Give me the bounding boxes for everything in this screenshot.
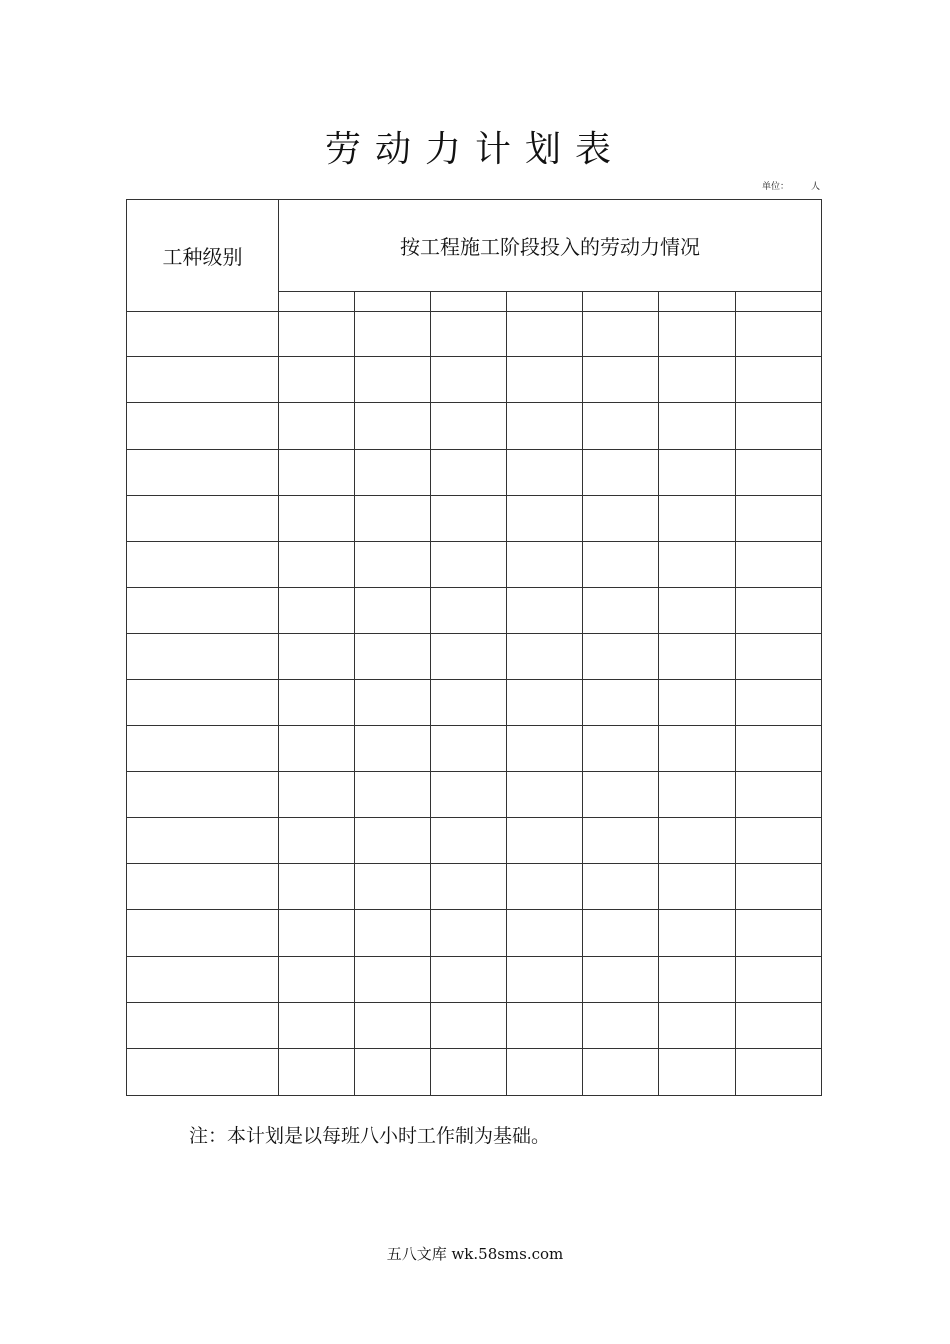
- labor-count-cell: [431, 495, 507, 541]
- labor-count-cell: [659, 1002, 736, 1048]
- labor-count-cell: [431, 587, 507, 633]
- work-type-cell: [127, 772, 279, 818]
- labor-count-cell: [583, 818, 659, 864]
- stage-column-header: [355, 292, 431, 312]
- work-type-cell: [127, 1048, 279, 1095]
- labor-count-cell: [355, 726, 431, 772]
- labor-count-cell: [736, 541, 822, 587]
- work-type-cell: [127, 357, 279, 403]
- labor-count-cell: [583, 449, 659, 495]
- labor-count-cell: [431, 864, 507, 910]
- labor-count-cell: [279, 312, 355, 357]
- labor-count-cell: [736, 910, 822, 956]
- labor-count-cell: [736, 357, 822, 403]
- labor-count-cell: [355, 403, 431, 449]
- table-row: [127, 864, 822, 910]
- labor-count-cell: [659, 726, 736, 772]
- labor-count-cell: [279, 772, 355, 818]
- labor-count-cell: [736, 587, 822, 633]
- labor-plan-table: [126, 199, 822, 1096]
- labor-count-cell: [279, 541, 355, 587]
- labor-count-cell: [583, 357, 659, 403]
- labor-count-cell: [659, 772, 736, 818]
- labor-count-cell: [431, 403, 507, 449]
- unit-value: 人: [811, 182, 821, 192]
- work-type-cell: [127, 403, 279, 449]
- labor-count-cell: [659, 403, 736, 449]
- labor-count-cell: [507, 312, 583, 357]
- labor-count-cell: [583, 1048, 659, 1095]
- labor-count-cell: [279, 449, 355, 495]
- labor-count-cell: [431, 679, 507, 725]
- labor-count-cell: [355, 587, 431, 633]
- table-row: [127, 679, 822, 725]
- labor-count-cell: [736, 1048, 822, 1095]
- unit-label-text: 单位：: [762, 182, 790, 192]
- table-row: [127, 587, 822, 633]
- stage-column-header: [659, 292, 736, 312]
- labor-count-cell: [659, 956, 736, 1002]
- stage-column-header: [583, 292, 659, 312]
- labor-count-cell: [736, 633, 822, 679]
- labor-count-cell: [507, 864, 583, 910]
- labor-count-cell: [507, 357, 583, 403]
- labor-count-cell: [279, 1002, 355, 1048]
- labor-count-cell: [507, 495, 583, 541]
- labor-count-cell: [736, 956, 822, 1002]
- work-type-cell: [127, 541, 279, 587]
- labor-count-cell: [431, 726, 507, 772]
- labor-count-cell: [279, 403, 355, 449]
- work-type-cell: [127, 1002, 279, 1048]
- table-row: [127, 910, 822, 956]
- labor-count-cell: [355, 772, 431, 818]
- labor-count-cell: [355, 633, 431, 679]
- header-row: [127, 200, 822, 292]
- stage-column-header: [736, 292, 822, 312]
- labor-count-cell: [507, 910, 583, 956]
- labor-count-cell: [279, 818, 355, 864]
- header-stage-labor: 按工程施工阶段投入的劳动力情况: [279, 200, 822, 292]
- labor-count-cell: [583, 403, 659, 449]
- labor-count-cell: [583, 633, 659, 679]
- page-footer: 五八文库 wk.58sms.com: [386, 1245, 564, 1263]
- table-row: [127, 1048, 822, 1095]
- labor-count-cell: [659, 1048, 736, 1095]
- labor-count-cell: [736, 1002, 822, 1048]
- table-note: 注：本计划是以每班八小时工作制为基础。: [189, 1125, 551, 1147]
- labor-count-cell: [279, 633, 355, 679]
- labor-count-cell: [583, 679, 659, 725]
- work-type-cell: [127, 495, 279, 541]
- work-type-cell: [127, 726, 279, 772]
- labor-count-cell: [431, 910, 507, 956]
- labor-count-cell: [279, 910, 355, 956]
- labor-count-cell: [507, 772, 583, 818]
- labor-count-cell: [736, 449, 822, 495]
- labor-count-cell: [431, 449, 507, 495]
- labor-count-cell: [431, 818, 507, 864]
- labor-count-cell: [659, 633, 736, 679]
- work-type-cell: [127, 818, 279, 864]
- labor-count-cell: [659, 818, 736, 864]
- table-row: [127, 818, 822, 864]
- labor-count-cell: [279, 726, 355, 772]
- labor-count-cell: [583, 1002, 659, 1048]
- work-type-cell: [127, 587, 279, 633]
- labor-count-cell: [583, 587, 659, 633]
- labor-count-cell: [507, 679, 583, 725]
- labor-count-cell: [659, 679, 736, 725]
- labor-count-cell: [736, 679, 822, 725]
- labor-count-cell: [659, 910, 736, 956]
- table-row: [127, 403, 822, 449]
- labor-count-cell: [736, 312, 822, 357]
- labor-count-cell: [355, 495, 431, 541]
- labor-count-cell: [355, 679, 431, 725]
- labor-count-cell: [279, 1048, 355, 1095]
- work-type-cell: [127, 679, 279, 725]
- labor-count-cell: [736, 818, 822, 864]
- labor-count-cell: [355, 910, 431, 956]
- work-type-cell: [127, 956, 279, 1002]
- labor-count-cell: [507, 1048, 583, 1095]
- labor-count-cell: [507, 541, 583, 587]
- labor-count-cell: [355, 449, 431, 495]
- table-row: [127, 312, 822, 357]
- labor-count-cell: [431, 1048, 507, 1095]
- table-row: [127, 449, 822, 495]
- labor-count-cell: [431, 312, 507, 357]
- labor-count-cell: [736, 403, 822, 449]
- labor-count-cell: [736, 864, 822, 910]
- work-type-cell: [127, 449, 279, 495]
- labor-count-cell: [355, 541, 431, 587]
- labor-count-cell: [583, 772, 659, 818]
- labor-count-cell: [736, 772, 822, 818]
- labor-count-cell: [583, 541, 659, 587]
- labor-count-cell: [507, 1002, 583, 1048]
- labor-count-cell: [279, 956, 355, 1002]
- labor-count-cell: [355, 1048, 431, 1095]
- table-row: [127, 956, 822, 1002]
- stage-column-header: [431, 292, 507, 312]
- work-type-cell: [127, 312, 279, 357]
- labor-count-cell: [659, 587, 736, 633]
- labor-count-cell: [431, 1002, 507, 1048]
- labor-count-cell: [355, 818, 431, 864]
- unit-label: [762, 181, 820, 193]
- labor-count-cell: [507, 633, 583, 679]
- labor-count-cell: [736, 726, 822, 772]
- labor-count-cell: [507, 449, 583, 495]
- header-work-type: 工种级别: [127, 200, 279, 312]
- labor-count-cell: [355, 312, 431, 357]
- labor-count-cell: [355, 956, 431, 1002]
- labor-count-cell: [659, 864, 736, 910]
- labor-count-cell: [736, 495, 822, 541]
- labor-count-cell: [431, 357, 507, 403]
- labor-count-cell: [279, 679, 355, 725]
- labor-count-cell: [431, 772, 507, 818]
- labor-count-cell: [659, 495, 736, 541]
- labor-count-cell: [507, 818, 583, 864]
- labor-count-cell: [507, 403, 583, 449]
- page-title: 劳动力计划表: [324, 129, 625, 170]
- labor-count-cell: [583, 956, 659, 1002]
- labor-count-cell: [659, 449, 736, 495]
- labor-count-cell: [659, 357, 736, 403]
- table-row: [127, 541, 822, 587]
- table-row: [127, 495, 822, 541]
- labor-count-cell: [507, 587, 583, 633]
- labor-count-cell: [355, 357, 431, 403]
- table-row: [127, 772, 822, 818]
- labor-count-cell: [431, 956, 507, 1002]
- table-row: [127, 357, 822, 403]
- stage-column-header: [507, 292, 583, 312]
- labor-count-cell: [583, 312, 659, 357]
- labor-count-cell: [507, 956, 583, 1002]
- labor-count-cell: [279, 357, 355, 403]
- labor-count-cell: [507, 726, 583, 772]
- table-row: [127, 1002, 822, 1048]
- labor-count-cell: [279, 587, 355, 633]
- table-row: [127, 633, 822, 679]
- work-type-cell: [127, 910, 279, 956]
- stage-column-header: [279, 292, 355, 312]
- labor-count-cell: [355, 1002, 431, 1048]
- labor-count-cell: [431, 541, 507, 587]
- labor-count-cell: [583, 726, 659, 772]
- labor-count-cell: [355, 864, 431, 910]
- work-type-cell: [127, 633, 279, 679]
- labor-count-cell: [279, 864, 355, 910]
- labor-count-cell: [659, 541, 736, 587]
- labor-count-cell: [279, 495, 355, 541]
- table-row: [127, 726, 822, 772]
- labor-count-cell: [431, 633, 507, 679]
- work-type-cell: [127, 864, 279, 910]
- labor-count-cell: [659, 312, 736, 357]
- labor-count-cell: [583, 864, 659, 910]
- labor-count-cell: [583, 910, 659, 956]
- labor-count-cell: [583, 495, 659, 541]
